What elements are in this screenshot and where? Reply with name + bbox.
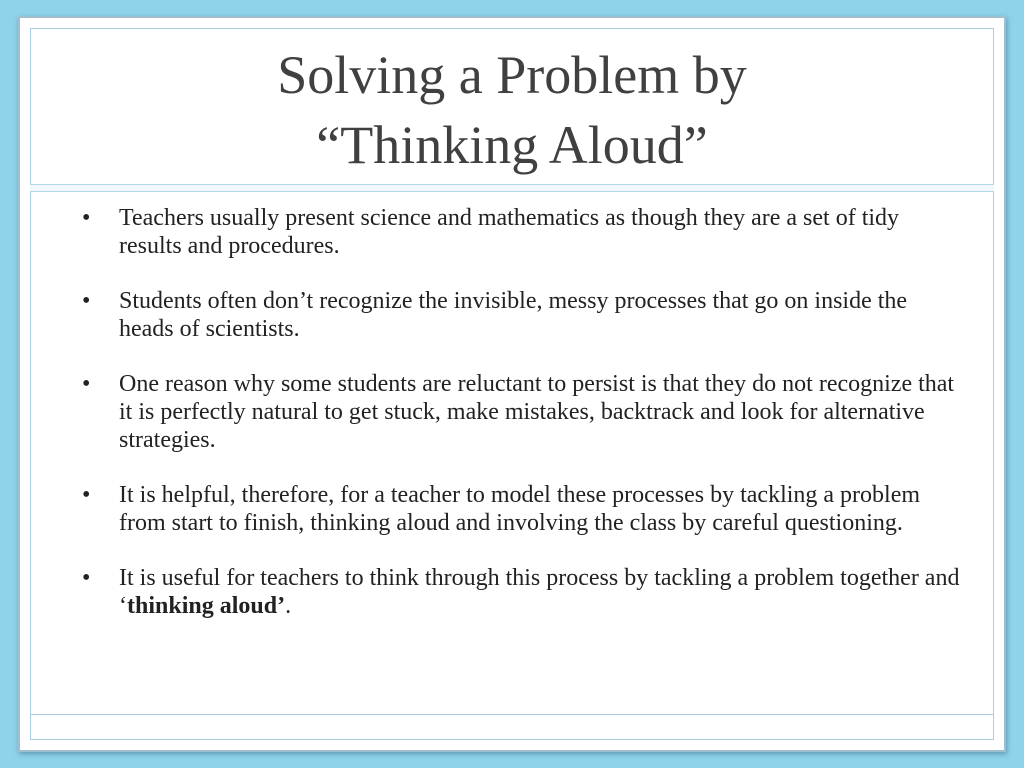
bullet-list bbox=[82, 204, 962, 647]
footer-divider bbox=[30, 714, 994, 715]
bullet-item bbox=[82, 564, 962, 620]
bullet-dot-icon: • bbox=[82, 371, 91, 397]
bullet-item bbox=[82, 481, 962, 537]
bullet-dot-icon: • bbox=[82, 482, 91, 508]
bullet-text: It is helpful, therefore, for a teacher to model these processes by tackling a problem from start to finish, thinking aloud and involving the class by careful questioning. bbox=[119, 482, 921, 536]
bullet-text-after: . bbox=[285, 593, 292, 619]
slide-title-line-1: Solving a Problem by bbox=[277, 45, 747, 105]
bullet-item bbox=[82, 287, 962, 343]
slide-title bbox=[30, 40, 994, 180]
bullet-dot-icon: • bbox=[82, 288, 91, 314]
bullet-dot-icon: • bbox=[82, 205, 91, 231]
bullet-text: One reason why some students are reluctant to persist is that they do not recognize that it is perfectly natural to get stuck, make mistakes, backtrack and look for alternative strategies. bbox=[119, 371, 955, 453]
bullet-text-before: It is useful for teachers to think through this process by tackling a problem together and ‘ bbox=[119, 565, 960, 619]
title-divider bbox=[30, 184, 994, 192]
bullet-text: Teachers usually present science and mathematics as though they are a set of tidy results and procedures. bbox=[119, 205, 900, 259]
slide bbox=[18, 16, 1006, 752]
bullet-item bbox=[82, 370, 962, 454]
bullet-dot-icon: • bbox=[82, 565, 91, 591]
slide-title-line-2: “Thinking Aloud” bbox=[316, 115, 708, 175]
bullet-text: Students often don’t recognize the invisible, messy processes that go on inside the heads of scientists. bbox=[119, 288, 908, 342]
bullet-item bbox=[82, 204, 962, 260]
bullet-text-bold: thinking aloud’ bbox=[127, 593, 286, 619]
